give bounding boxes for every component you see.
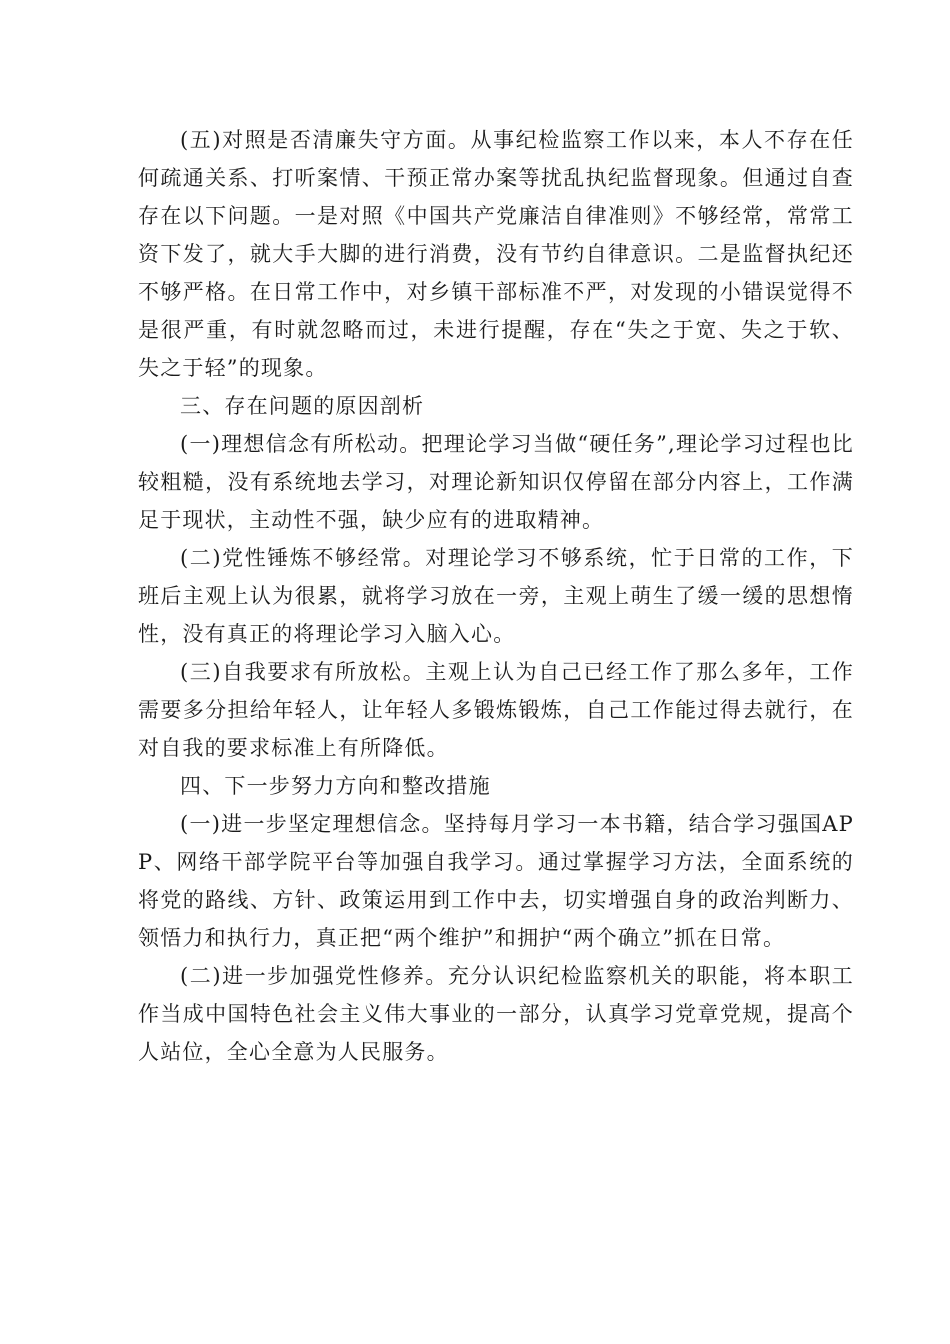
section-heading-cause-analysis: 三、存在问题的原因剖析 xyxy=(180,394,425,418)
document-body xyxy=(138,121,854,1071)
paragraph-integrity-self-check: (五)对照是否清廉失守方面。从事纪检监察工作以来，本人不存在任何疏通关系、打听案情、干预正常办案等扰乱执纪监督现象。但通过自查存在以下问题。一是对照《中国共产党廉洁自律准则》不够经常，常常工资下发了，就大手大脚的进行消费，没有节约自律意识。二是监督执纪还不够严格。在日常工作中，对乡镇干部标准不严，对发现的小错误觉得不是很严重，有时就忽略而过，未进行提醒，存在“失之于宽、失之于软、失之于轻”的现象。 xyxy=(138,128,854,380)
paragraph-strengthen-ideals: (一)进一步坚定理想信念。坚持每月学习一本书籍，结合学习强国APP、网络干部学院平台等加强自我学习。通过掌握学习方法，全面系统的将党的路线、方针、政策运用到工作中去，切实增强自身的政治判断力、领悟力和执行力，真正把“两个维护”和拥护“两个确立”抓在日常。 xyxy=(138,812,854,950)
paragraph-party-spirit: (二)党性锤炼不够经常。对理论学习不够系统，忙于日常的工作，下班后主观上认为很累，就将学习放在一旁，主观上萌生了缓一缓的思想惰性，没有真正的将理论学习入脑入心。 xyxy=(138,546,854,646)
paragraph-strengthen-party-spirit: (二)进一步加强党性修养。充分认识纪检监察机关的职能，将本职工作当成中国特色社会主义伟大事业的一部分，认真学习党章党规，提高个人站位，全心全意为人民服务。 xyxy=(138,964,854,1064)
paragraph-self-requirement: (三)自我要求有所放松。主观上认为自己已经工作了那么多年，工作需要多分担给年轻人，让年轻人多锻炼锻炼，自己工作能过得去就行，在对自我的要求标准上有所降低。 xyxy=(138,660,854,760)
paragraph-ideals-belief: (一)理想信念有所松动。把理论学习当做“硬任务”,理论学习过程也比较粗糙，没有系统地去学习，对理论新知识仅停留在部分内容上，工作满足于现状，主动性不强，缺少应有的进取精神。 xyxy=(138,432,854,532)
section-heading-next-steps: 四、下一步努力方向和整改措施 xyxy=(180,774,491,798)
